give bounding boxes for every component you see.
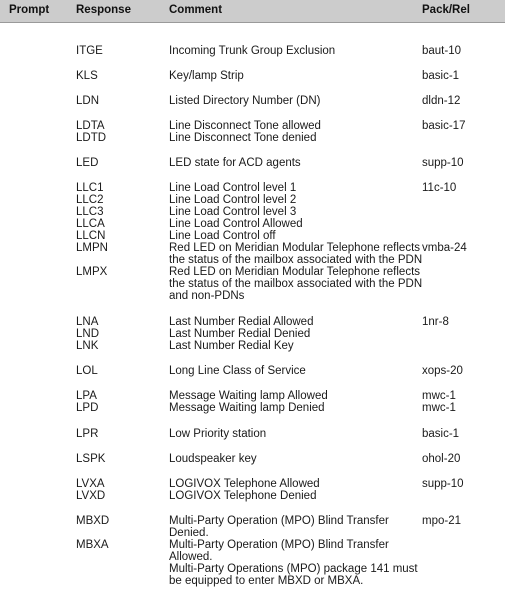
- comment-cell: [169, 390, 419, 414]
- response-cell: [76, 478, 164, 502]
- response-cell-line: LNK: [76, 340, 99, 352]
- pack-rel-cell-line: dldn-12: [422, 95, 461, 107]
- comment-cell-line: Red LED on Meridian Modular Telephone reflects: [169, 266, 421, 278]
- comment-cell-line: Long Line Class of Service: [169, 365, 306, 377]
- comment-cell-line: Low Priority station: [169, 428, 267, 440]
- response-cell-line: ITGE: [76, 45, 103, 57]
- comment-cell-line: Multi-Party Operation (MPO) Blind Transfer: [169, 539, 389, 551]
- header-divider: [0, 22, 505, 23]
- pack-rel-cell-line: mpo-21: [422, 515, 461, 527]
- comment-cell: [169, 45, 419, 57]
- comment-cell-line: Line Disconnect Tone allowed: [169, 120, 321, 132]
- response-cell-line: LDTA: [76, 120, 105, 132]
- response-cell-line: KLS: [76, 70, 98, 82]
- response-cell: [76, 95, 164, 107]
- response-cell-line: [76, 551, 164, 563]
- pack-rel-cell-line: basic-17: [422, 120, 466, 132]
- response-cell: [76, 120, 164, 144]
- pack-rel-cell-line: supp-10: [422, 478, 464, 490]
- pack-rel-cell-line: [422, 194, 502, 206]
- response-cell: [76, 45, 164, 57]
- comment-cell-line: Line Load Control level 2: [169, 194, 297, 206]
- response-cell: [76, 70, 164, 82]
- pack-rel-cell: [422, 428, 502, 440]
- comment-cell-line: Line Load Control level 1: [169, 182, 297, 194]
- response-cell-line: LDTD: [76, 132, 107, 144]
- comment-cell-line: Multi-Party Operation (MPO) Blind Transfer: [169, 515, 389, 527]
- pack-rel-cell: [422, 45, 502, 57]
- comment-cell: [169, 478, 419, 502]
- pack-rel-cell: [422, 365, 502, 377]
- comment-cell: [169, 95, 419, 107]
- header-pack-rel: Pack/Rel: [422, 4, 470, 16]
- response-cell-line: LLCN: [76, 230, 106, 242]
- response-cell-line: LSPK: [76, 453, 106, 465]
- pack-rel-cell-line: [422, 218, 502, 230]
- pack-rel-cell-line: 1nr-8: [422, 316, 449, 328]
- response-cell-line: [76, 563, 164, 575]
- response-cell: [76, 515, 164, 587]
- comment-cell-line: LOGIVOX Telephone Denied: [169, 490, 317, 502]
- pack-rel-cell-line: [422, 206, 502, 218]
- pack-rel-cell-line: [422, 266, 502, 278]
- pack-rel-cell: [422, 157, 502, 169]
- comment-cell: [169, 453, 419, 465]
- comment-cell-line: Message Waiting lamp Allowed: [169, 390, 328, 402]
- response-cell-line: LVXA: [76, 478, 105, 490]
- response-cell-line: LLC1: [76, 182, 104, 194]
- comment-cell-line: Last Number Redial Denied: [169, 328, 311, 340]
- comment-cell-line: Listed Directory Number (DN): [169, 95, 321, 107]
- comment-cell-line: Line Load Control level 3: [169, 206, 297, 218]
- comment-cell-line: Message Waiting lamp Denied: [169, 402, 325, 414]
- response-cell-line: [76, 527, 164, 539]
- comment-cell-line: Red LED on Meridian Modular Telephone reflects: [169, 242, 421, 254]
- comment-cell-line: be equipped to enter MBXD or MBXA.: [169, 575, 364, 587]
- response-cell-line: [76, 278, 164, 290]
- pack-rel-cell-line: basic-1: [422, 428, 460, 440]
- pack-rel-cell-line: mwc-1: [422, 402, 456, 414]
- pack-rel-cell-line: baut-10: [422, 45, 462, 57]
- comment-cell-line: the status of the mailbox associated with the PDN: [169, 278, 423, 290]
- pack-rel-cell-line: [422, 254, 502, 266]
- pack-rel-cell-line: [422, 278, 502, 290]
- pack-rel-cell-line: 11c-10: [422, 182, 457, 194]
- response-cell-line: LLC2: [76, 194, 104, 206]
- header-response: Response: [76, 4, 131, 16]
- pack-rel-cell-line: supp-10: [422, 157, 464, 169]
- comment-cell: [169, 316, 419, 352]
- response-cell: [76, 182, 164, 302]
- pack-rel-cell-line: basic-1: [422, 70, 460, 82]
- comment-cell-line: LED state for ACD agents: [169, 157, 301, 169]
- pack-rel-cell-line: vmba-24: [422, 242, 467, 254]
- response-cell-line: LMPX: [76, 266, 108, 278]
- response-cell: [76, 428, 164, 440]
- comment-cell-line: Last Number Redial Key: [169, 340, 294, 352]
- response-cell-line: [76, 575, 164, 587]
- comment-cell-line: Line Load Control Allowed: [169, 218, 303, 230]
- comment-cell: [169, 365, 419, 377]
- pack-rel-cell: [422, 515, 502, 527]
- pack-rel-cell: [422, 120, 502, 132]
- response-cell-line: LLC3: [76, 206, 104, 218]
- comment-cell-line: Line Load Control off: [169, 230, 276, 242]
- pack-rel-cell: [422, 70, 502, 82]
- pack-rel-cell-line: ohol-20: [422, 453, 461, 465]
- comment-cell-line: Denied.: [169, 527, 209, 539]
- response-cell-line: LMPN: [76, 242, 108, 254]
- pack-rel-cell: [422, 453, 502, 465]
- pack-rel-cell: [422, 316, 502, 328]
- response-cell-line: LPA: [76, 390, 97, 402]
- response-cell-line: LNA: [76, 316, 99, 328]
- comment-cell: [169, 182, 423, 302]
- pack-rel-cell-line: xops-20: [422, 365, 463, 377]
- response-cell-line: MBXA: [76, 539, 109, 551]
- response-cell-line: LLCA: [76, 218, 105, 230]
- response-cell-line: LPD: [76, 402, 99, 414]
- comment-cell-line: Incoming Trunk Group Exclusion: [169, 45, 336, 57]
- comment-cell-line: the status of the mailbox associated with the PDN: [169, 254, 423, 266]
- response-cell: [76, 390, 164, 414]
- response-cell-line: MBXD: [76, 515, 110, 527]
- comment-cell-line: Multi-Party Operations (MPO) package 141 must: [169, 563, 418, 575]
- comment-cell: [169, 70, 419, 82]
- response-cell-line: LND: [76, 328, 100, 340]
- response-cell: [76, 453, 164, 465]
- pack-rel-cell-line: [422, 290, 502, 302]
- comment-cell: [169, 515, 419, 587]
- pack-rel-cell: [422, 182, 502, 302]
- pack-rel-cell: [422, 95, 502, 107]
- pack-rel-cell-line: [422, 230, 502, 242]
- comment-cell: [169, 120, 419, 144]
- header-prompt: Prompt: [9, 4, 50, 16]
- response-cell-line: LVXD: [76, 490, 106, 502]
- pack-rel-cell: [422, 478, 502, 490]
- pack-rel-cell-line: mwc-1: [422, 390, 456, 402]
- comment-cell: [169, 157, 419, 169]
- table-header: [0, 0, 505, 22]
- response-cell-line: LOL: [76, 365, 98, 377]
- response-cell-line: LPR: [76, 428, 99, 440]
- comment-cell-line: Allowed.: [169, 551, 213, 563]
- response-cell-line: LDN: [76, 95, 100, 107]
- response-cell: [76, 316, 164, 352]
- comment-cell-line: Key/lamp Strip: [169, 70, 244, 82]
- header-comment: Comment: [169, 4, 223, 16]
- comment-cell: [169, 428, 419, 440]
- response-cell: [76, 157, 164, 169]
- comment-cell-line: Last Number Redial Allowed: [169, 316, 314, 328]
- response-cell-line: [76, 290, 164, 302]
- pack-rel-cell: [422, 390, 502, 414]
- comment-cell-line: and non-PDNs: [169, 290, 245, 302]
- response-cell: [76, 365, 164, 377]
- response-cell-line: LED: [76, 157, 99, 169]
- comment-cell-line: Line Disconnect Tone denied: [169, 132, 317, 144]
- comment-cell-line: LOGIVOX Telephone Allowed: [169, 478, 320, 490]
- response-cell-line: [76, 254, 164, 266]
- comment-cell-line: Loudspeaker key: [169, 453, 257, 465]
